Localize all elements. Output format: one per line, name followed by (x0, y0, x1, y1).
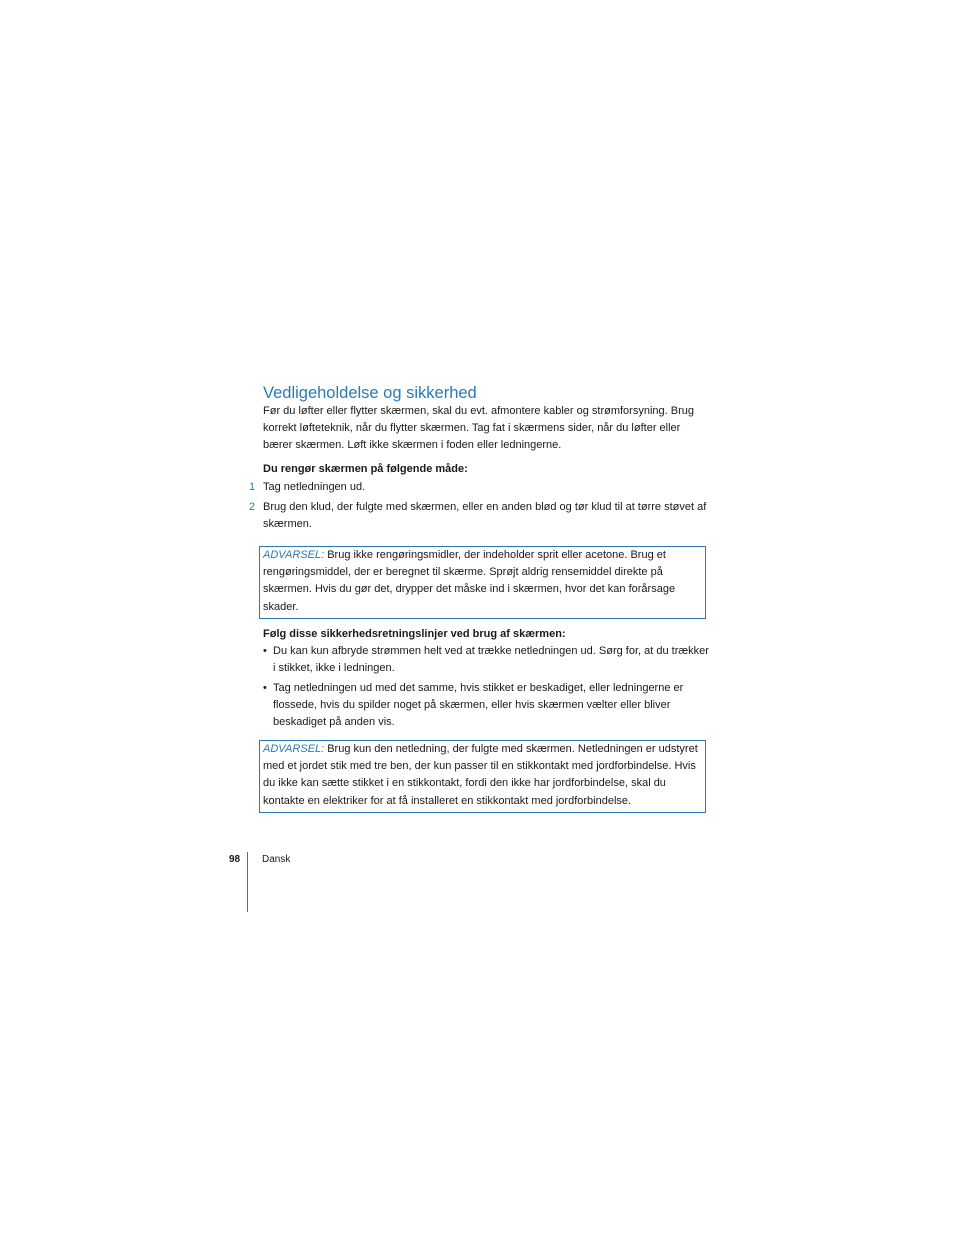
step-number: 2 (249, 501, 256, 513)
bullet-item (263, 643, 709, 677)
step-number: 1 (249, 481, 256, 493)
cleaning-heading: Du rengør skærmen på følgende måde: (263, 463, 468, 475)
bullet-text: Du kan kun afbryde strømmen helt ved at trække netledningen ud. Sørg for, at du trækker i stikket, ikke i ledningen. (273, 645, 709, 675)
intro-paragraph: Før du løfter eller flytter skærmen, skal du evt. afmontere kabler og strømforsyning. Brug korrekt løfteteknik, når du flytter skærmen. Tag fat i skærmens sider, når du løfter eller bærer skærmen. Løft ikke skærmen i foden eller ledningerne. (263, 405, 694, 452)
section-title: Vedligeholdelse og sikkerhed (263, 384, 477, 402)
step-item (249, 499, 709, 533)
bullet-marker: • (263, 645, 267, 657)
bullet-item (263, 680, 709, 732)
page-number: 98 (229, 854, 241, 865)
warning-label: ADVARSEL: (263, 549, 325, 561)
step-text: Tag netledningen ud. (263, 481, 366, 493)
warning-content (263, 547, 702, 616)
step-item (249, 479, 709, 496)
footer-label: Dansk (262, 854, 291, 865)
warning-text: Brug ikke rengøringsmidler, der indeholder sprit eller acetone. Brug et rengøringsmiddel, der er beregnet til skærme. Sprøjt aldrig rensemiddel direkte på skærmen. Hvis du gør det, drypper det måske ind i skærmen, hvor det kan forårsage skader. (263, 549, 676, 613)
warning-label: ADVARSEL: (263, 743, 325, 755)
warning-box (259, 740, 706, 813)
warning-box (259, 546, 706, 619)
bullet-marker: • (263, 682, 267, 694)
step-text: Brug den klud, der fulgte med skærmen, eller en anden blød og tør klud til at tørre støvet af skærmen. (263, 501, 707, 531)
safety-heading: Følg disse sikkerhedsretningslinjer ved brug af skærmen: (263, 628, 566, 640)
warning-text: Brug kun den netledning, der fulgte med skærmen. Netledningen er udstyret med et jordet stik med tre ben, der kun passer til en stikkontakt med jordforbindelse. Hvis du ikke kan sætte stikket i en stikkontakt, fordi den ikke har jordforbindelse, skal du kontakte en elektriker for at få installeret en stikkontakt med jordforbindelse. (263, 743, 698, 807)
bullet-text: Tag netledningen ud med det samme, hvis stikket er beskadiget, eller ledningerne er flossede, hvis du spilder noget på skærmen, eller hvis skærmen vælter eller bliver beskadiget på anden vis. (273, 682, 684, 729)
warning-content (263, 741, 702, 810)
footer-divider (247, 852, 248, 912)
